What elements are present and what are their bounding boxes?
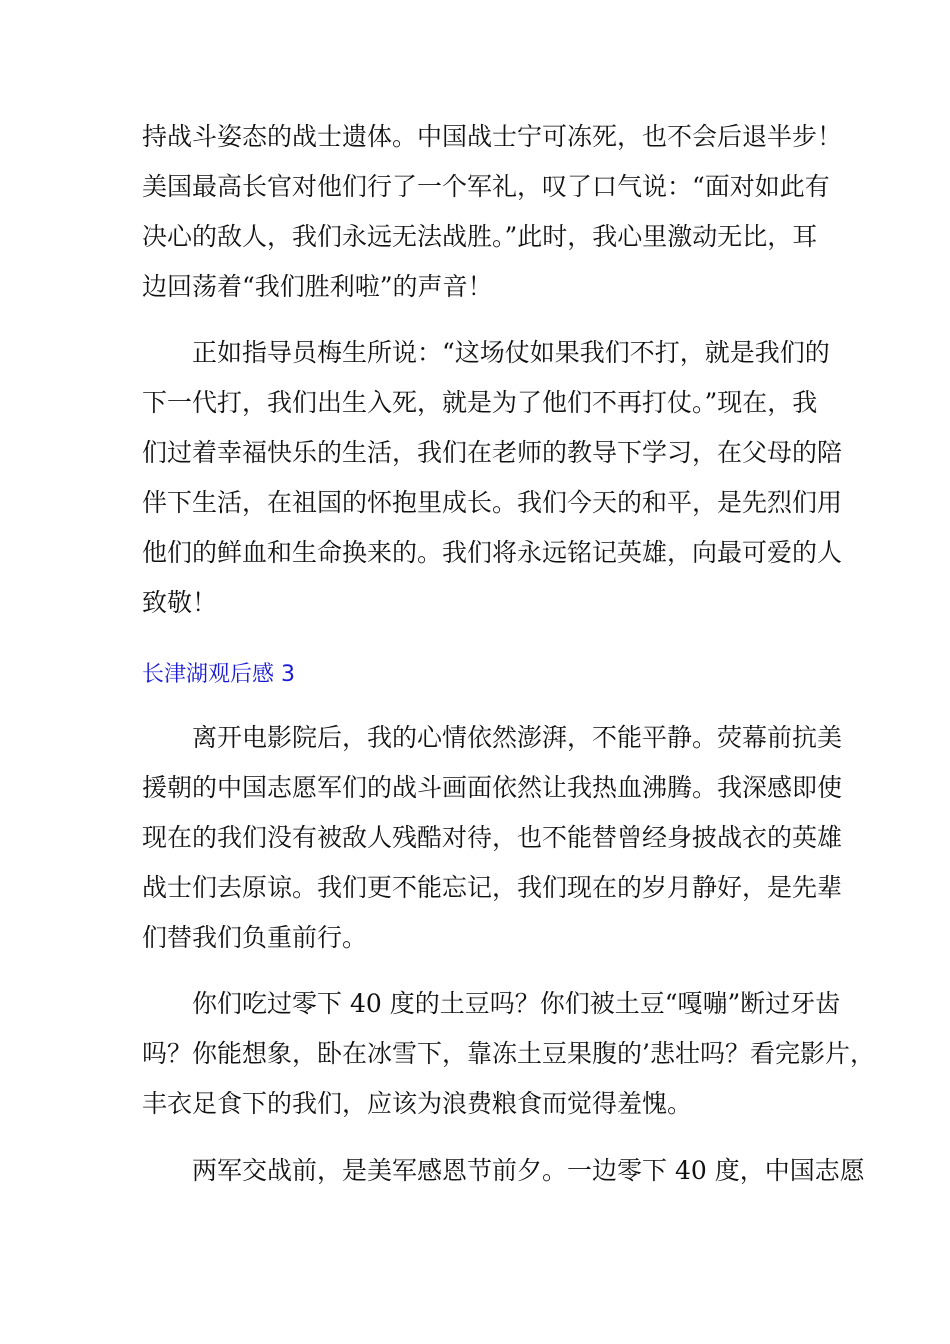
paragraph-line: 美国最高长官对他们行了一个军礼，叹了口气说：“面对如此有	[142, 172, 830, 201]
paragraph-4	[142, 979, 875, 1129]
paragraph-line: 援朝的中国志愿军们的战斗画面依然让我热血沸腾。我深感即使	[142, 773, 843, 802]
paragraph-line: 伴下生活，在祖国的怀抱里成长。我们今天的和平，是先烈们用	[142, 488, 843, 517]
paragraph-line: 他们的鲜血和生命换来的。我们将永远铭记英雄，向最可爱的人	[142, 538, 843, 567]
paragraph-1	[142, 112, 843, 312]
paragraph-line: 现在的我们没有被敌人残酷对待，也不能替曾经身披战衣的英雄	[142, 823, 843, 852]
paragraph-line: 正如指导员梅生所说：“这场仗如果我们不打，就是我们的	[192, 338, 830, 367]
paragraph-line: 战士们去原谅。我们更不能忘记，我们现在的岁月静好，是先辈	[142, 873, 843, 902]
paragraph-line: 们替我们负重前行。	[142, 923, 368, 952]
paragraph-line: 下一代打，我们出生入死，就是为了他们不再打仗。”现在，我	[142, 388, 818, 417]
paragraph-line: 边回荡着“我们胜利啦”的声音！	[142, 272, 493, 301]
paragraph-line: 两军交战前，是美军感恩节前夕。一边零下 40 度，中国志愿	[192, 1156, 865, 1185]
paragraph-2	[142, 328, 843, 628]
section-heading: 长津湖观后感 3	[142, 662, 295, 687]
paragraph-line: 决心的敌人，我们永远无法战胜。”此时，我心里激动无比，耳	[142, 222, 818, 251]
paragraph-line: 吗？你能想象，卧在冰雪下，靠冻土豆果腹的’悲壮吗？看完影片，	[142, 1039, 875, 1068]
paragraph-line: 持战斗姿态的战士遗体。中国战士宁可冻死，也不会后退半步！	[142, 122, 843, 151]
paragraph-line: 你们吃过零下 40 度的土豆吗？你们被土豆“嘎嘣”断过牙齿	[192, 989, 841, 1018]
paragraph-line: 丰衣足食下的我们，应该为浪费粮食而觉得羞愧。	[142, 1089, 693, 1118]
paragraph-3	[142, 713, 843, 963]
paragraph-line: 们过着幸福快乐的生活，我们在老师的教导下学习，在父母的陪	[142, 438, 843, 467]
paragraph-5	[142, 1146, 865, 1196]
paragraph-line: 致敬！	[142, 588, 218, 617]
paragraph-line: 离开电影院后，我的心情依然澎湃，不能平静。荧幕前抗美	[192, 723, 843, 752]
